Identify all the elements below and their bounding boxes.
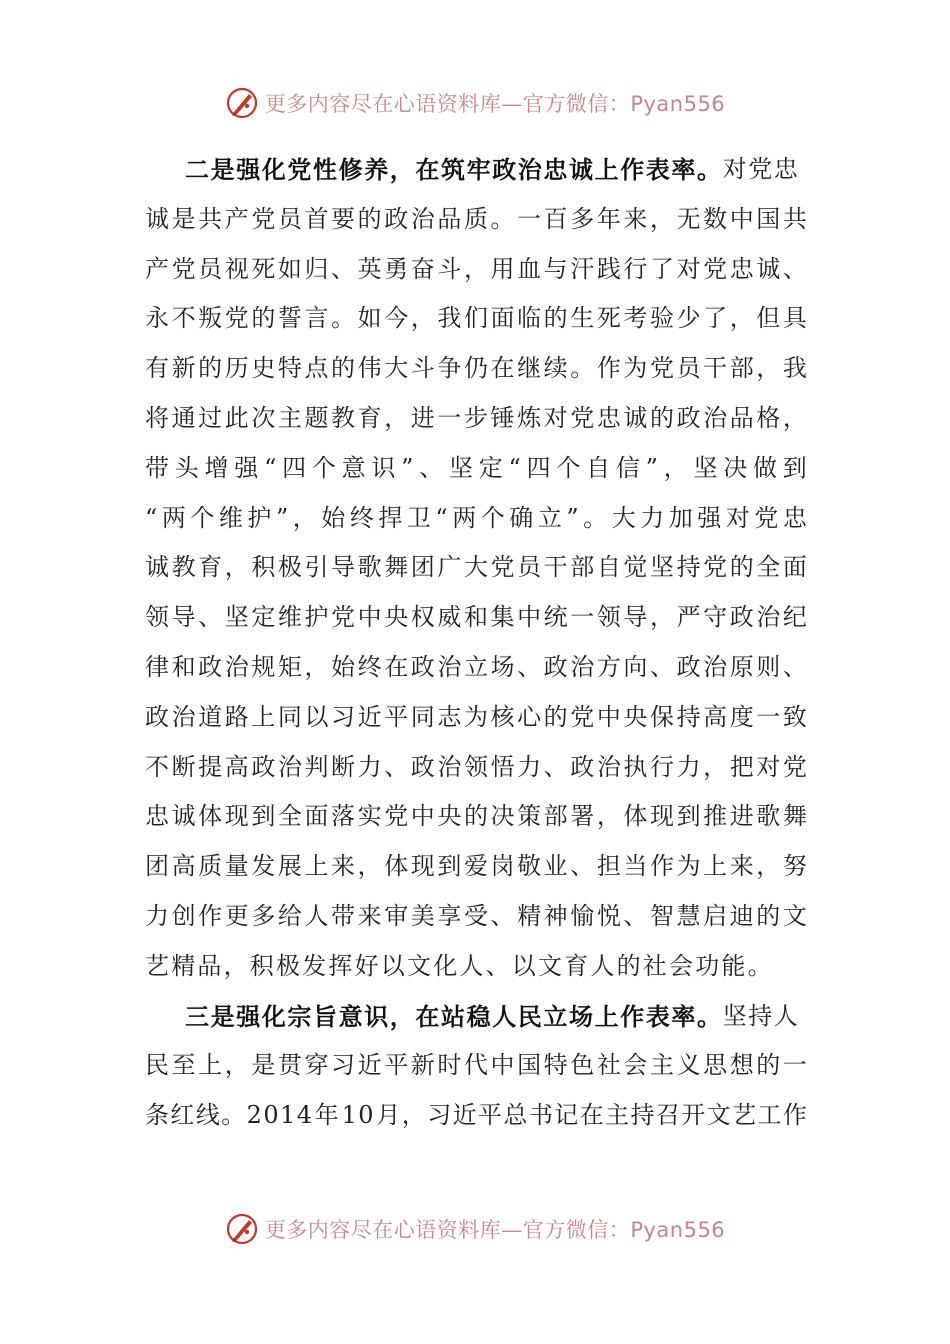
watermark-text: 更多内容尽在心语资料库—官方微信：Pyan556 [264,92,726,116]
text-line: 诚 是 共 产 党 员 首 要 的 政 治 品 质 。 一 百 多 年 来 ， 无 数 中 国 共 [145,204,807,233]
pen-logo-icon [225,86,259,120]
paragraph-text: 对党忠 [722,155,800,183]
text-line: 政 治 道 路 上 同 以 习 近 平 同 志 为 核 心 的 党 中 央 保 持 高 度 一 致 [145,702,807,731]
text-line: 带 头 增 强 “ 四 个 意 识 ” 、 坚 定 “ 四 个 自 信 ” ， 坚 决 做 到 [145,453,807,482]
text-line: 不 断 提 高 政 治 判 断 力 、 政 治 领 悟 力 、 政 治 执 行 力 ， 把 对 党 [145,752,807,781]
text-line [145,992,807,1042]
text-line: “ 两 个 维 护 ” ， 始 终 捍 卫 “ 两 个 确 立 ” 。 大 力 加 强 对 党 忠 [145,503,807,532]
footer-watermark-banner [0,1209,950,1249]
text-line: 民 至 上 ， 是 贯 穿 习 近 平 新 时 代 中 国 特 色 社 会 主 义 思 想 的 一 [145,1051,807,1080]
header-watermark-banner [0,83,950,123]
text-line: 永 不 叛 党 的 誓 言 。 如 今 ， 我 们 面 临 的 生 死 考 验 少 了 ， 但 具 [145,304,807,333]
text-line: 诚 教 育 ， 积 极 引 导 歌 舞 团 广 大 党 员 干 部 自 觉 坚 持 党 的 全 面 [145,553,807,582]
text-line: 团 高 质 量 发 展 上 来 ， 体 现 到 爱 岗 敬 业 、 担 当 作 为 上 来 ， 努 [145,852,807,881]
watermark-text: 更多内容尽在心语资料库—官方微信：Pyan556 [264,1218,726,1242]
text-line: 有 新 的 历 史 特 点 的 伟 大 斗 争 仍 在 继 续 。 作 为 党 员 干 部 ， 我 [145,354,807,383]
paragraph-heading: 三是强化宗旨意识，在站稳人民立场上作表率。 [185,1001,723,1031]
text-line [145,145,807,195]
text-line: 条 红 线 。 2 0 1 4 年 1 0 月 ， 习 近 平 总 书 记 在 主 持 召 开 文 艺 工 作 [145,1101,807,1130]
text-line: 领 导 、 坚 定 维 护 党 中 央 权 威 和 集 中 统 一 领 导 ， 严 守 政 治 纪 [145,603,807,632]
paragraph-heading: 二是强化党性修养，在筑牢政治忠诚上作表率。 [185,155,723,184]
pen-logo-icon [225,1212,259,1246]
text-line: 忠 诚 体 现 到 全 面 落 实 党 中 央 的 决 策 部 署 ， 体 现 到 推 进 歌 舞 [145,802,807,831]
text-line: 律 和 政 治 规 矩 ， 始 终 在 政 治 立 场 、 政 治 方 向 、 政 治 原 则 、 [145,652,807,681]
document-body [145,145,807,1141]
text-line: 产 党 员 视 死 如 归 、 英 勇 奋 斗 ， 用 血 与 汗 践 行 了 对 党 忠 诚 、 [145,254,807,283]
text-line: 力 创 作 更 多 给 人 带 来 审 美 享 受 、 精 神 愉 悦 、 智 慧 启 迪 的 文 [145,901,807,930]
text-line: 艺精品，积极发挥好以文化人、以文育人的社会功能。 [145,951,774,980]
text-line: 将 通 过 此 次 主 题 教 育 ， 进 一 步 锤 炼 对 党 忠 诚 的 政 治 品 格 ， [145,403,807,432]
paragraph-text: 坚持人 [722,1001,800,1030]
